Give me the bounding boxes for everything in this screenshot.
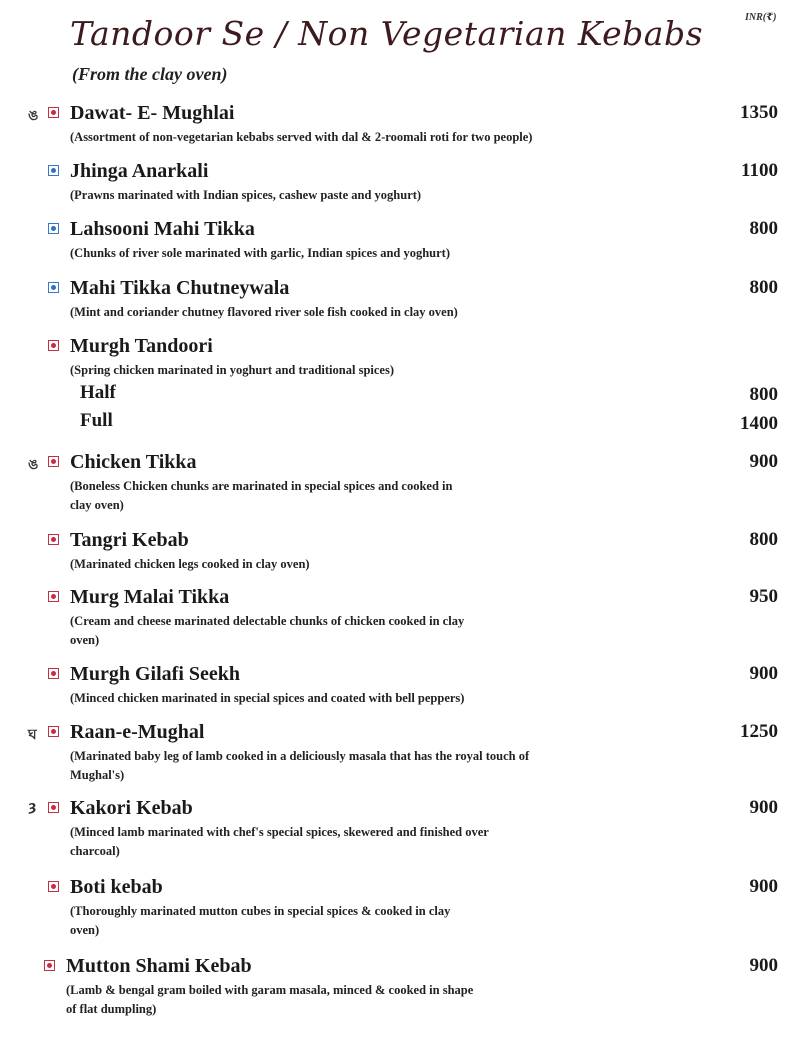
item-price: 800 [749,218,778,239]
item-description: (Assortment of non-vegetarian kebabs served with dal & 2-roomali roti for two people) [70,130,533,144]
item-price: 950 [749,586,778,607]
item-price: 900 [749,955,778,976]
currency-label: INR(₹) [745,12,777,23]
non-veg-marker-icon [48,107,59,118]
item-name: Murgh Tandoori [70,335,213,357]
item-description: (Minced lamb marinated with chef's special spices, skewered and finished over charcoal) [70,825,489,858]
item-name: Mutton Shami Kebab [66,955,252,977]
item-description: (Boneless Chicken chunks are marinated in special spices and cooked in clay oven) [70,479,453,512]
item-name: Boti kebab [70,876,163,898]
item-price: 900 [749,451,778,472]
item-price: 1100 [741,160,778,181]
item-name: Raan-e-Mughal [70,721,205,743]
item-name: Lahsooni Mahi Tikka [70,218,255,240]
item-name: Mahi Tikka Chutneywala [70,277,290,299]
non-veg-marker-icon [48,668,59,679]
item-name: Murgh Gilafi Seekh [70,663,241,685]
variant-label-half: Half [80,382,116,403]
signature-dish-icon: ঘ [28,727,37,743]
item-name: Jhinga Anarkali [70,160,209,182]
variant-price-half: 800 [749,384,778,405]
item-description: (Thoroughly marinated mutton cubes in special spices & cooked in clay oven) [70,904,451,937]
non-veg-marker-icon [48,456,59,467]
item-name: Murg Malai Tikka [70,586,230,608]
item-description: (Spring chicken marinated in yoghurt and traditional spices) [70,363,394,377]
item-price: 800 [749,529,778,550]
item-description: (Cream and cheese marinated delectable chunks of chicken cooked in clay oven) [70,614,465,647]
item-price: 800 [749,277,778,298]
item-description: (Mint and coriander chutney flavored river sole fish cooked in clay oven) [70,305,458,319]
signature-dish-icon: ȝ [28,799,37,815]
non-veg-marker-icon [48,340,59,351]
item-description: (Prawns marinated with Indian spices, cashew paste and yoghurt) [70,188,422,202]
non-veg-marker-icon [44,960,55,971]
item-price: 900 [749,797,778,818]
item-name: Kakori Kebab [70,797,193,819]
item-description: (Lamb & bengal gram boiled with garam masala, minced & cooked in shape of flat dumpling) [66,983,474,1016]
non-veg-marker-icon [48,534,59,545]
non-veg-marker-icon [48,881,59,892]
menu-subtitle: (From the clay oven) [72,64,228,84]
item-price: 900 [749,876,778,897]
item-price: 1250 [740,721,778,742]
signature-dish-icon: ঙ [28,108,39,124]
item-description: (Marinated baby leg of lamb cooked in a deliciously masala that has the royal touch of Mughal's) [70,749,530,782]
item-price: 900 [749,663,778,684]
item-description: (Chunks of river sole marinated with garlic, Indian spices and yoghurt) [70,246,451,260]
item-name: Dawat- E- Mughlai [70,102,235,124]
non-veg-marker-icon [48,802,59,813]
menu-title: Tandoor Se / Non Vegetarian Kebabs [70,14,704,53]
non-veg-marker-icon [48,726,59,737]
seafood-marker-icon [48,223,59,234]
item-name: Tangri Kebab [70,529,189,551]
seafood-marker-icon [48,165,59,176]
variant-price-full: 1400 [740,413,778,434]
non-veg-marker-icon [48,591,59,602]
seafood-marker-icon [48,282,59,293]
variant-label-full: Full [80,410,113,431]
item-name: Chicken Tikka [70,451,197,473]
item-price: 1350 [740,102,778,123]
item-description: (Minced chicken marinated in special spices and coated with bell peppers) [70,691,465,705]
signature-dish-icon: ঙ [28,457,39,473]
item-description: (Marinated chicken legs cooked in clay oven) [70,557,310,571]
